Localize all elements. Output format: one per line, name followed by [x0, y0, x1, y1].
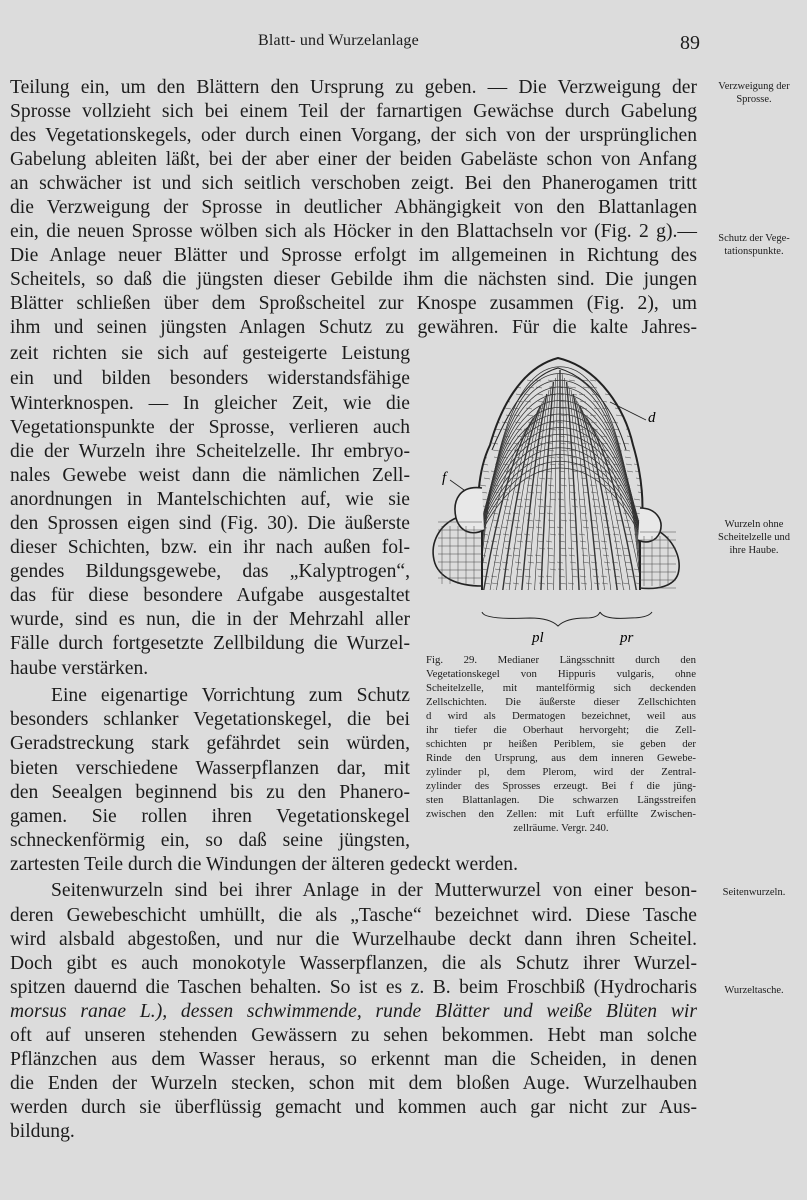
cell-wall	[635, 436, 641, 437]
cell-wall	[480, 415, 486, 416]
cell-wall	[493, 450, 499, 451]
cell-wall	[616, 380, 622, 381]
text-line: anordnungen in Mantelschichten auf, wie sie	[10, 489, 410, 510]
cell-wall	[623, 583, 629, 584]
cell-wall	[625, 387, 631, 388]
caption-line: Vegetationskegel von Hippuris vulgaris, ohne	[426, 668, 696, 680]
caption-line: zellräume. Vergr. 240.	[513, 822, 609, 834]
cell-wall	[590, 590, 596, 591]
cell-wall	[560, 443, 566, 444]
cell-wall	[624, 450, 630, 451]
label-pr: pr	[620, 630, 634, 646]
cell-wall	[603, 555, 609, 556]
text-line: die Enden der Wurzeln stecken, schon mit dem bloßen Auge. Wurzelhauben	[10, 1073, 697, 1094]
cell-wall	[492, 583, 498, 584]
vegetation-cone-illustration	[420, 350, 705, 650]
text-line: besonders schlanker Vegetationskegel, die bei	[10, 709, 410, 730]
cell-wall	[549, 527, 555, 528]
text-line: Sprosse vollzieht sich bei einem Teil der farnartigen Gewächse durch Gabelung	[10, 101, 697, 122]
cell-wall	[637, 590, 643, 591]
cell-wall	[513, 548, 519, 549]
cell-wall	[613, 499, 619, 500]
cell-wall	[517, 541, 523, 542]
text-line: das für diese besondere Aufgabe ausgestaltet	[10, 585, 410, 606]
cell-wall	[593, 506, 599, 507]
caption-line: sten Blattanlagen. Die schwarzen Längsstreifen	[426, 794, 696, 806]
text-line: zeit richten sie sich auf gesteigerte Leistung	[10, 343, 410, 364]
cell-wall	[582, 555, 588, 556]
cell-wall	[570, 562, 576, 563]
caption-line: Zellschichten. Die äußerste dieser Zellschichten	[426, 696, 696, 708]
text-line: die Verzweigung der Sprosse in deutlicher Abhängigkeit von den Blattanlagen	[10, 197, 697, 218]
text-line: spitzen dauernd die Taschen behalten. So ist es z. B. beim Froschbiß (Hydrocharis	[10, 977, 697, 998]
text-line: des Vegetationskegels, oder durch einen Vorgang, der sich von der ursprünglichen	[10, 125, 697, 146]
cell-wall	[548, 590, 554, 591]
cell-wall	[614, 541, 620, 542]
cell-wall	[536, 562, 542, 563]
cell-wall	[634, 499, 640, 500]
text-line: dieser Schichten, bzw. ein ihr nach außen fol-	[10, 537, 410, 558]
text-line: ein, die neuen Sprosse wölben sich als Höcker in den Blattachseln vor (Fig. 2 g).—	[10, 221, 697, 242]
cell-wall	[548, 555, 554, 556]
text-line: schneckenförmig ein, so daß seine jüngsten,	[10, 830, 410, 851]
text-line: bieten verschiedene Wasserpflanzen dar, mit	[10, 758, 410, 779]
cell-wall	[527, 415, 533, 416]
cell-wall	[615, 478, 621, 479]
text-line: Gabelung ableiten läßt, bei der aber einer der beiden Gabeläste schon von Anfang	[10, 149, 697, 170]
cell-wall	[603, 520, 609, 521]
cell-wall	[601, 576, 607, 577]
text-line: oft auf unseren stehenden Gewässern zu sehen bekommen. Hebt man solche	[10, 1025, 697, 1046]
caption-line: Rinde den Ursprung, aus dem inneren Gewebe-	[426, 752, 696, 764]
cell-wall	[561, 520, 567, 521]
cell-wall	[637, 380, 643, 381]
cell-wall	[613, 534, 619, 535]
cell-wall	[525, 576, 531, 577]
cell-wall	[637, 450, 643, 451]
cell-wall	[561, 485, 567, 486]
cell-wall	[581, 583, 587, 584]
cell-wall	[560, 478, 566, 479]
text-line: morsus ranae L.), dessen schwimmende, runde Blätter und weiße Blüten wir	[10, 1001, 697, 1022]
text-line: gendes Bildungsgewebe, das „Kalyptrogen“,	[10, 561, 410, 582]
cell-wall	[502, 387, 508, 388]
page-number: 89	[680, 32, 700, 54]
cell-wall	[582, 590, 588, 591]
text-line: Vegetationspunkte der Sprosse, verlieren auch	[10, 417, 410, 438]
cell-wall	[625, 562, 631, 563]
cell-wall	[601, 541, 607, 542]
margin-note-line: Wurzeltasche.	[724, 985, 784, 996]
text-line: Doch gibt es auch monokotyle Wasserpflanzen, die als Schutz ihrer Wurzel-	[10, 953, 697, 974]
label-pl: pl	[532, 630, 544, 646]
cell-wall	[603, 590, 609, 591]
text-line: Eine eigenartige Vorrichtung zum Schutz	[51, 685, 410, 706]
cell-wall	[594, 513, 600, 514]
cell-wall	[592, 499, 598, 500]
cell-wall	[603, 380, 609, 381]
cell-wall	[481, 422, 487, 423]
cell-wall	[634, 429, 640, 430]
cell-wall	[550, 534, 556, 535]
cell-wall	[483, 436, 489, 437]
text-line: wird alsbald abgestoßen, und nur die Wurzelhaube deckt dann ihren Scheitel.	[10, 929, 697, 950]
cell-wall	[484, 478, 490, 479]
cell-wall	[536, 527, 542, 528]
text-line: deren Gewebeschicht umhüllt, die als „Tasche“ bezeichnet wird. Diese Tasche	[10, 905, 697, 926]
cell-wall	[550, 569, 556, 570]
margin-note-line: Wurzeln ohne	[724, 519, 784, 530]
cell-wall	[550, 464, 556, 465]
margin-note-line: Scheitelzelle und	[717, 532, 790, 543]
cell-wall	[526, 408, 532, 409]
text-line: Winterknospen. — In gleicher Zeit, wie die	[10, 393, 410, 414]
cell-wall	[615, 548, 621, 549]
margin-note-line: Sprosse.	[736, 94, 772, 105]
cell-wall	[505, 408, 511, 409]
cell-wall	[538, 401, 544, 402]
cell-wall	[535, 485, 541, 486]
text-line: ihm und seinen jüngsten Anlagen Schutz zu gewähren. Für die kalte Jahres-	[10, 317, 697, 338]
cell-wall	[626, 394, 632, 395]
caption-line: zylinder pl, dem Plerom, wird der Zentral-	[426, 766, 696, 778]
cell-wall	[539, 583, 545, 584]
cell-wall	[558, 534, 564, 535]
cell-wall	[506, 590, 512, 591]
cell-wall	[605, 534, 611, 535]
cell-wall	[494, 387, 500, 388]
cell-wall	[495, 569, 501, 570]
cell-wall	[581, 548, 587, 549]
cell-wall	[626, 464, 632, 465]
text-line: Fälle durch fortgesetzte Zellbildung die Wurzel-	[10, 633, 410, 654]
cell-wall	[506, 380, 512, 381]
cell-wall	[492, 408, 498, 409]
cell-wall	[528, 562, 534, 563]
cell-wall	[480, 450, 486, 451]
cell-wall	[517, 576, 523, 577]
caption-line: ihr tiefer die Oberhaut hervorgeht; die Zell-	[426, 724, 696, 736]
caption-line: Fig. 29. Medianer Längsschnitt durch den	[426, 654, 696, 666]
cell-wall	[504, 506, 510, 507]
cell-wall	[537, 499, 543, 500]
cell-wall	[514, 520, 520, 521]
cell-wall	[516, 534, 522, 535]
cell-wall	[538, 506, 544, 507]
cell-wall	[634, 394, 640, 395]
cell-wall	[591, 492, 597, 493]
cell-wall	[527, 590, 533, 591]
caption-line: schichten pr heißen Periblem, sie geben der	[426, 738, 696, 750]
margin-note	[700, 518, 807, 557]
cell-wall	[491, 401, 497, 402]
cell-wall	[560, 583, 566, 584]
cell-wall	[613, 394, 619, 395]
margin-note-line: Schutz der Vege-	[718, 233, 790, 244]
margin-note	[700, 232, 807, 258]
cell-wall	[616, 415, 622, 416]
cell-wall	[638, 422, 644, 423]
cell-wall	[547, 548, 553, 549]
caption-line: zylinder des Sprosses erzeugt. Bei f die jüng-	[426, 780, 696, 792]
cell-wall	[569, 590, 575, 591]
cell-wall	[524, 569, 530, 570]
cell-wall	[624, 380, 630, 381]
cell-wall	[491, 541, 497, 542]
cell-wall	[593, 576, 599, 577]
cell-wall	[570, 492, 576, 493]
cell-wall	[581, 513, 587, 514]
text-line: Teilung ein, um den Blättern den Ursprung zu geben. — Die Verzweigung der	[10, 77, 697, 98]
cell-wall	[547, 443, 553, 444]
margin-note-line: Verzweigung der	[718, 81, 790, 92]
cell-wall	[495, 394, 501, 395]
cell-wall	[604, 422, 610, 423]
cell-wall	[537, 394, 543, 395]
cell-wall	[636, 443, 642, 444]
cell-wall	[514, 590, 520, 591]
label-f: f	[442, 470, 447, 486]
cell-wall	[502, 527, 508, 528]
cell-wall	[561, 590, 567, 591]
cell-wall	[590, 380, 596, 381]
cell-wall	[603, 415, 609, 416]
cell-wall	[602, 583, 608, 584]
cell-wall	[582, 520, 588, 521]
cell-wall	[627, 471, 633, 472]
cell-wall	[506, 520, 512, 521]
running-title: Blatt- und Wurzelanlage	[258, 32, 419, 49]
cell-wall	[625, 527, 631, 528]
cell-wall	[568, 548, 574, 549]
cell-wall	[624, 590, 630, 591]
cell-wall	[480, 590, 486, 591]
cell-wall	[483, 401, 489, 402]
cell-wall	[484, 443, 490, 444]
cell-wall	[625, 457, 631, 458]
figure-29	[420, 350, 705, 650]
cell-wall	[505, 513, 511, 514]
cell-wall	[626, 569, 632, 570]
cell-wall	[568, 513, 574, 514]
cell-wall	[494, 527, 500, 528]
cell-wall	[493, 590, 499, 591]
text-line: Blätter schließen über dem Sproßscheitel zur Knospe zusammen (Fig. 2), um	[10, 293, 697, 314]
cell-wall	[583, 387, 589, 388]
cell-wall	[535, 590, 541, 591]
text-line: haube verstärken.	[10, 658, 149, 679]
cell-wall	[560, 548, 566, 549]
cell-wall	[569, 380, 575, 381]
cell-wall	[493, 415, 499, 416]
cell-wall	[638, 387, 644, 388]
cell-wall	[602, 548, 608, 549]
cell-wall	[558, 429, 564, 430]
text-line: die der Wurzeln ihre Scheitelzelle. Ihr embryo-	[10, 441, 410, 462]
cell-wall	[547, 583, 553, 584]
cell-wall	[616, 590, 622, 591]
cell-wall	[503, 499, 509, 500]
margin-note	[700, 80, 807, 106]
cell-wall	[590, 485, 596, 486]
text-line: zartesten Teile durch die Windungen der älteren gedeckt werden.	[10, 854, 518, 875]
cell-wall	[616, 555, 622, 556]
caption-line: Scheitelzelle, mit mantelförmig sich deckenden	[426, 682, 696, 694]
cell-wall	[524, 499, 530, 500]
text-line: bildung.	[10, 1121, 75, 1142]
cell-wall	[601, 401, 607, 402]
margin-note	[700, 886, 807, 899]
cell-wall	[539, 548, 545, 549]
caption-line: d wird als Dermatogen bezeichnet, weil aus	[426, 710, 696, 722]
cell-wall	[547, 478, 553, 479]
cell-wall	[638, 457, 644, 458]
cell-wall	[604, 492, 610, 493]
cell-wall	[548, 520, 554, 521]
cell-wall	[568, 583, 574, 584]
cell-wall	[546, 506, 552, 507]
cell-wall	[623, 513, 629, 514]
cell-wall	[635, 401, 641, 402]
cell-wall	[572, 576, 578, 577]
cell-wall	[580, 541, 586, 542]
cell-wall	[624, 415, 630, 416]
cell-wall	[612, 387, 618, 388]
text-line: den Seealgen beginnend bis zu den Phanero-	[10, 782, 410, 803]
cell-wall	[516, 569, 522, 570]
text-line: werden durch sie überflüssig gemacht und kommen auch gar nicht zur Aus-	[10, 1097, 697, 1118]
text-line: Scheitels, so daß die jüngsten dieser Gebilde ihm die nächsten sind. Die jungen	[10, 269, 697, 290]
cell-wall	[515, 422, 521, 423]
label-d: d	[648, 410, 656, 426]
cell-wall	[535, 450, 541, 451]
cell-wall	[570, 387, 576, 388]
margin-note	[700, 984, 807, 997]
cell-wall	[604, 527, 610, 528]
margin-note-line: Seitenwurzeln.	[722, 887, 786, 898]
cell-wall	[515, 562, 521, 563]
cell-wall	[605, 569, 611, 570]
caption-line: zwischen den Zellen: mit Luft erfüllte Zwischen-	[426, 808, 696, 820]
cell-wall	[483, 471, 489, 472]
text-line: den Sprossen eigen sind (Fig. 30). Die äußerste	[10, 513, 410, 534]
text-line: Die Anlage neuer Blätter und Sprosse erfolgt im allgemeinen in Richtung des	[10, 245, 697, 266]
cell-wall	[627, 401, 633, 402]
cell-wall	[514, 380, 520, 381]
margin-note-line: ihre Haube.	[729, 545, 779, 556]
text-line: nales Gewebe weist dann die nämlichen Zell-	[10, 465, 410, 486]
cell-wall	[515, 527, 521, 528]
text-line: ein und bilden besonders widerstandsfähige	[10, 368, 410, 389]
cell-wall	[503, 394, 509, 395]
cell-wall	[583, 527, 589, 528]
margin-note-line: tationspunkte.	[724, 246, 784, 257]
cell-wall	[482, 429, 488, 430]
cell-wall	[635, 506, 641, 507]
cell-wall	[569, 520, 575, 521]
cell-wall	[484, 408, 490, 409]
text-line: wurde, sind es nun, die in der Mehrzahl aller	[10, 609, 410, 630]
cell-wall	[580, 576, 586, 577]
cell-wall	[558, 569, 564, 570]
cell-wall	[636, 408, 642, 409]
cell-wall	[527, 555, 533, 556]
cell-wall	[592, 569, 598, 570]
cell-wall	[570, 457, 576, 458]
cell-wall	[481, 387, 487, 388]
cell-wall	[546, 576, 552, 577]
cell-wall	[526, 548, 532, 549]
cell-wall	[569, 555, 575, 556]
text-line: an schwächer ist und sich seitlich verschoben zeigt. Bei den Phanerogamen tritt	[10, 173, 697, 194]
cell-wall	[480, 485, 486, 486]
cell-wall	[493, 380, 499, 381]
cell-wall	[480, 380, 486, 381]
text-line: Geradstreckung stark gefährdet sein würden,	[10, 733, 410, 754]
text-line: Seitenwurzeln sind bei ihrer Anlage in der Mutterwurzel von einer beson-	[51, 880, 697, 901]
cell-wall	[549, 492, 555, 493]
cell-wall	[491, 576, 497, 577]
cell-wall	[503, 534, 509, 535]
cell-wall	[535, 520, 541, 521]
cell-wall	[612, 527, 618, 528]
text-line: Pflänzchen aus dem Wasser heraus, so erkennt man die Scheiden, in denen	[10, 1049, 697, 1070]
cell-wall	[571, 464, 577, 465]
text-line: gamen. Sie rollen ihren Vegetationskegel	[10, 806, 410, 827]
cell-wall	[604, 562, 610, 563]
cell-wall	[535, 555, 541, 556]
cell-wall	[482, 394, 488, 395]
cell-wall	[558, 499, 564, 500]
cell-wall	[484, 548, 490, 549]
cell-wall	[558, 464, 564, 465]
